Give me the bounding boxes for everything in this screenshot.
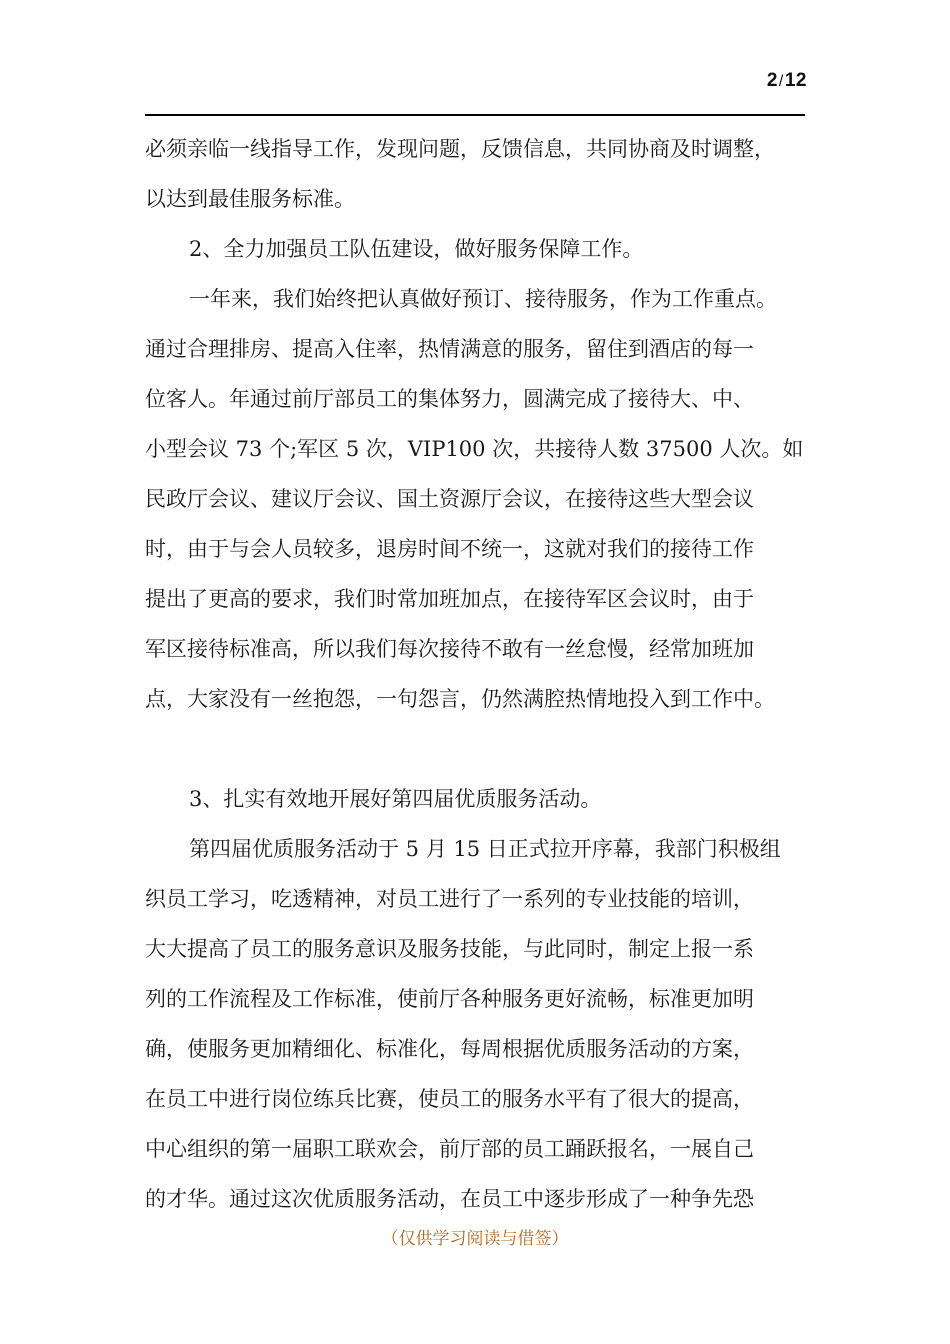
text-line: 在员工中进行岗位练兵比赛，使员工的服务水平有了很大的提高， [145, 1087, 754, 1111]
text-line: 确，使服务更加精细化、标准化，每周根据优质服务活动的方案， [145, 1037, 754, 1061]
text-line: 军区接待标准高，所以我们每次接待不敢有一丝怠慢，经常加班加 [145, 637, 754, 661]
text-line: 织员工学习，吃透精神，对员工进行了一系列的专业技能的培训， [145, 887, 754, 911]
text-line: 的才华。通过这次优质服务活动，在员工中逐步形成了一种争先恐 [145, 1187, 754, 1211]
text-line: 必须亲临一线指导工作，发现问题，反馈信息，共同协商及时调整， [145, 137, 775, 161]
text-line: 提出了更高的要求，我们时常加班加点，在接待军区会议时，由于 [145, 587, 754, 611]
text-line: 第四届优质服务活动于 5 月 15 日正式拉开序幕，我部门积极组 [189, 837, 781, 861]
text-line: 时，由于与会人员较多，退房时间不统一，这就对我们的接待工作 [145, 537, 754, 561]
text-line: 中心组织的第一届职工联欢会，前厅部的员工踊跃报名，一展自己 [145, 1137, 754, 1161]
text-line: 通过合理排房、提高入住率，热情满意的服务，留住到酒店的每一 [145, 337, 754, 361]
text-line: 2、全力加强员工队伍建设，做好服务保障工作。 [189, 237, 644, 261]
text-line: 位客人。年通过前厅部员工的集体努力，圆满完成了接待大、中、 [145, 387, 754, 411]
text-line: 点，大家没有一丝抱怨，一句怨言，仍然满腔热情地投入到工作中。 [145, 687, 775, 711]
header-divider [145, 114, 805, 116]
page-total: 12 [784, 70, 807, 91]
footer-note: （仅供学习阅读与借签） [381, 1229, 569, 1249]
text-line: 列的工作流程及工作标准，使前厅各种服务更好流畅，标准更加明 [145, 987, 754, 1011]
text-line: 一年来，我们始终把认真做好预订、接待服务，作为工作重点。 [189, 287, 777, 311]
document-body [145, 124, 810, 1224]
page-number [767, 70, 807, 92]
text-line: 小型会议 73 个;军区 5 次，VIP100 次，共接待人数 37500 人次。如 [145, 437, 804, 461]
page-current: 2 [766, 70, 778, 91]
text-line: 大大提高了员工的服务意识及服务技能，与此同时，制定上报一系 [145, 937, 754, 961]
text-line: 以达到最佳服务标准。 [145, 187, 355, 211]
text-line: 民政厅会议、建议厅会议、国土资源厅会议，在接待这些大型会议 [145, 487, 754, 511]
page-separator: / [778, 73, 784, 90]
text-line: 3、扎实有效地开展好第四届优质服务活动。 [189, 787, 602, 811]
blank-line [145, 724, 810, 774]
